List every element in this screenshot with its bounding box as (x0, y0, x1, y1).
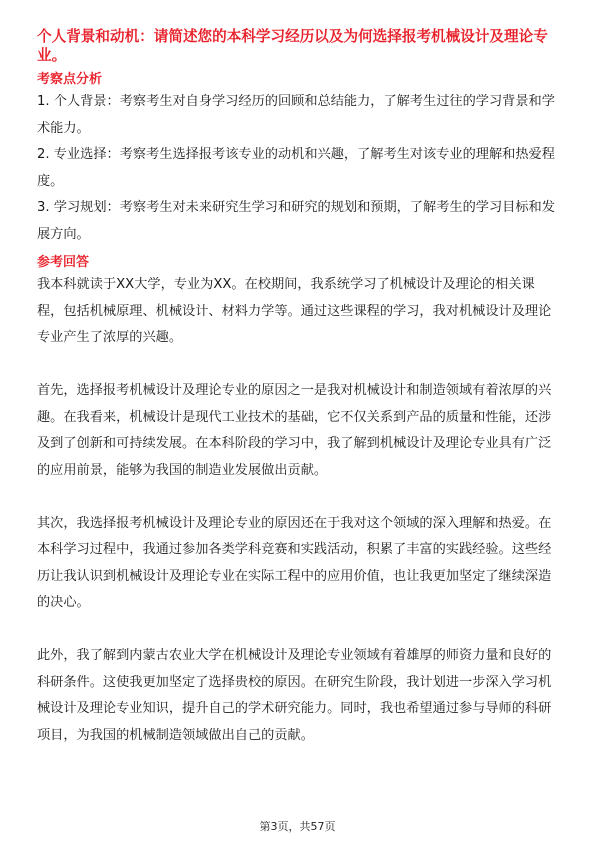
document-page (37, 0, 558, 749)
answer-heading: 参考回答 (37, 255, 90, 270)
paragraph-spacer (37, 352, 558, 379)
paragraph-spacer (37, 484, 558, 511)
page-footer: 第3页，共57页 (259, 820, 336, 833)
analysis-point: 3. 学习规划：考察考生对未来研究生学习和研究的规划和预期，了解考生的学习目标和发展方向。 (37, 200, 555, 242)
analysis-point: 2. 专业选择：考察考生选择报考该专业的动机和兴趣，了解考生对该专业的理解和热爱程度。 (37, 147, 555, 189)
answer-paragraph: 其次，我选择报考机械设计及理论专业的原因还在于我对这个领域的深入理解和热爱。在本科学习过程中，我通过参加各类学科竞赛和实践活动，积累了丰富的实践经验。这些经历让我认识到机械设计及理论专业在实际工程中的应用价值，也让我更加坚定了继续深造的决心。 (37, 515, 552, 610)
answer-paragraph: 我本科就读于XX大学，专业为XX。在校期间，我系统学习了机械设计及理论的相关课程，包括机械原理、机械设计、材料力学等。通过这些课程的学习，我对机械设计及理论专业产生了浓厚的兴趣。 (37, 277, 552, 345)
analysis-point: 1. 个人背景：考察考生对自身学习经历的回顾和总结能力，了解考生过往的学习背景和学术能力。 (37, 94, 555, 136)
question-title: 个人背景和动机：请简述您的本科学习经历以及为何选择报考机械设计及理论专业。 (37, 28, 548, 64)
paragraph-spacer (37, 617, 558, 644)
answer-paragraph: 首先，选择报考机械设计及理论专业的原因之一是我对机械设计和制造领域有着浓厚的兴趣。在我看来，机械设计是现代工业技术的基础，它不仅关系到产品的质量和性能，还涉及到了创新和可持续发展。在本科阶段的学习中，我了解到机械设计及理论专业具有广泛的应用前景，能够为我国的制造业发展做出贡献。 (37, 383, 552, 478)
analysis-heading: 考察点分析 (37, 72, 103, 87)
answer-paragraph: 此外，我了解到内蒙古农业大学在机械设计及理论专业领域有着雄厚的师资力量和良好的科研条件。这使我更加坚定了选择贵校的原因。在研究生阶段，我计划进一步深入学习机械设计及理论专业知识，提升自己的学术研究能力。同时，我也希望通过参与导师的科研项目，为我国的机械制造领域做出自己的贡献。 (37, 648, 552, 743)
